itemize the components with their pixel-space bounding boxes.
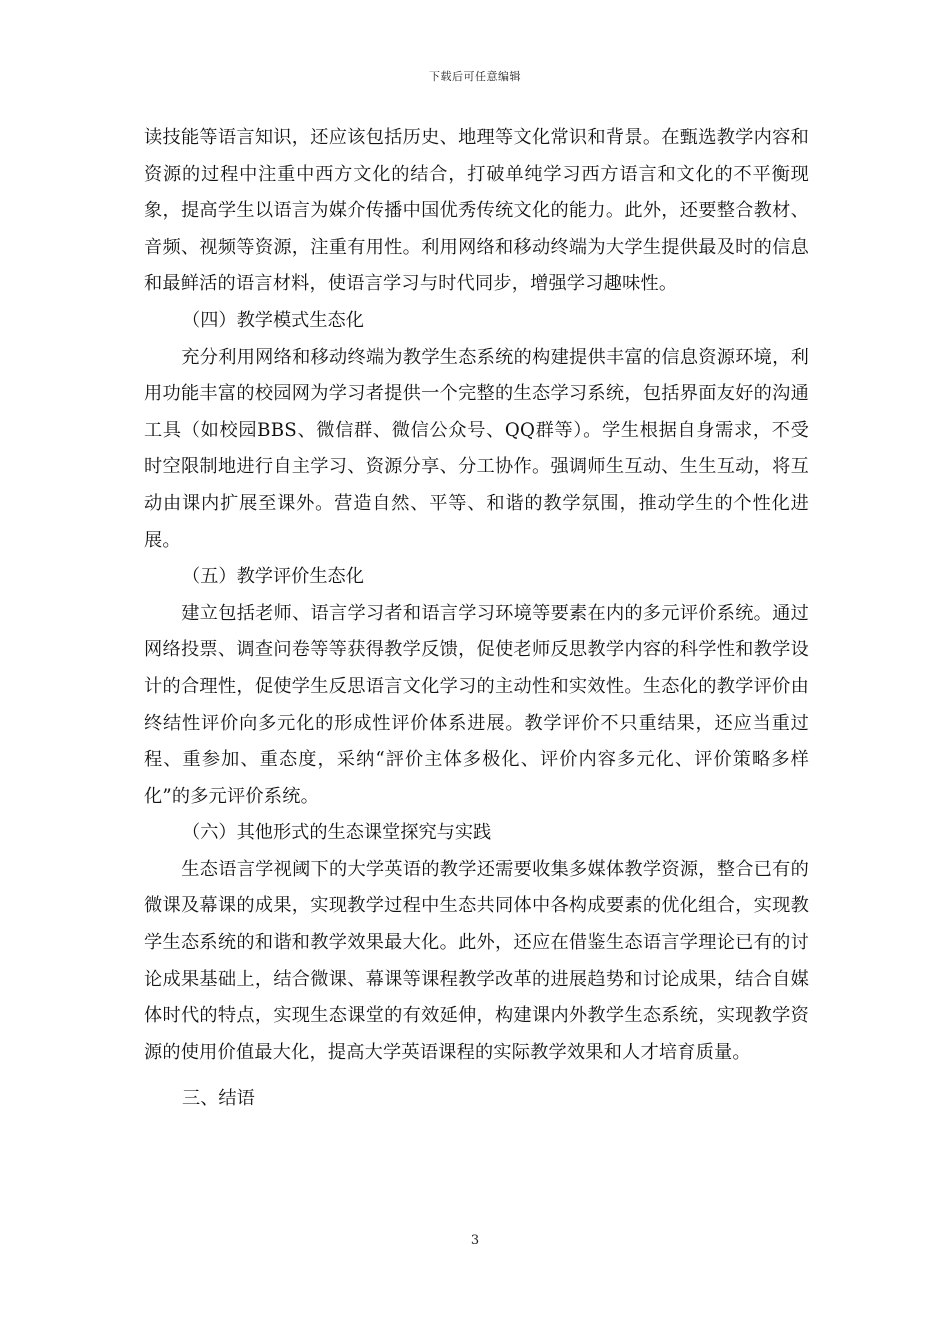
document-body: [144, 120, 809, 1118]
paragraph-2: 充分利用网络和移动终端为教学生态系统的构建提供丰富的信息资源环境，利用功能丰富的校园网为学习者提供一个完整的生态学习系统，包括界面友好的沟通工具（如校园BBS、微信群、微信公众号、QQ群等）。学生根据自身需求，不受时空限制地进行自主学习、资源分享、分工协作。强调师生互动、生生互动，将互动由课内扩展至课外。营造自然、平等、和谐的教学氛围，推动学生的个性化进展。: [144, 346, 809, 551]
page-number: 3: [470, 1233, 480, 1248]
section-title-conclusion: 三、结语: [182, 1088, 255, 1110]
paragraph-4: 生态语言学视阈下的大学英语的教学还需要收集多媒体教学资源，整合已有的微课及幕课的成果，实现教学过程中生态共同体中各构成要素的优化组合，实现教学生态系统的和谐和教学效果最大化。此外，还应在借鉴生态语言学理论已有的讨论成果基础上，结合微课、幕课等课程教学改革的进展趋势和讨论成果，结合自媒体时代的特点，实现生态课堂的有效延伸，构建课内外教学生态系统，实现教学资源的使用价值最大化，提高大学英语课程的实际教学效果和人才培育质量。: [144, 858, 809, 1063]
page-header: 下载后可任意编辑: [429, 70, 521, 83]
paragraph-1: 读技能等语言知识，还应该包括历史、地理等文化常识和背景。在甄选教学内容和资源的过程中注重中西方文化的结合，打破单纯学习西方语言和文化的不平衡现象，提高学生以语言为媒介传播中国优秀传统文化的能力。此外，还要整合教材、音频、视频等资源，注重有用性。利用网络和移动终端为大学生提供最及时的信息和最鲜活的语言材料，使语言学习与时代同步，增强学习趣味性。: [144, 127, 809, 295]
heading-5: （五）教学评价生态化: [182, 566, 364, 588]
paragraph-3: 建立包括老师、语言学习者和语言学习环境等要素在内的多元评价系统。通过网络投票、调查问卷等等获得教学反馈，促使老师反思教学内容的科学性和教学设计的合理性，促使学生反思语言文化学习的主动性和实效性。生态化的教学评价由终结性评价向多元化的形成性评价体系进展。教学评价不只重结果，还应当重过程、重参加、重态度，采纳“評价主体多极化、评价内容多元化、评价策略多样化”的多元评价系统。: [144, 602, 809, 807]
heading-6: （六）其他形式的生态课堂探究与实践: [182, 822, 492, 844]
heading-4: （四）教学模式生态化: [182, 309, 364, 331]
